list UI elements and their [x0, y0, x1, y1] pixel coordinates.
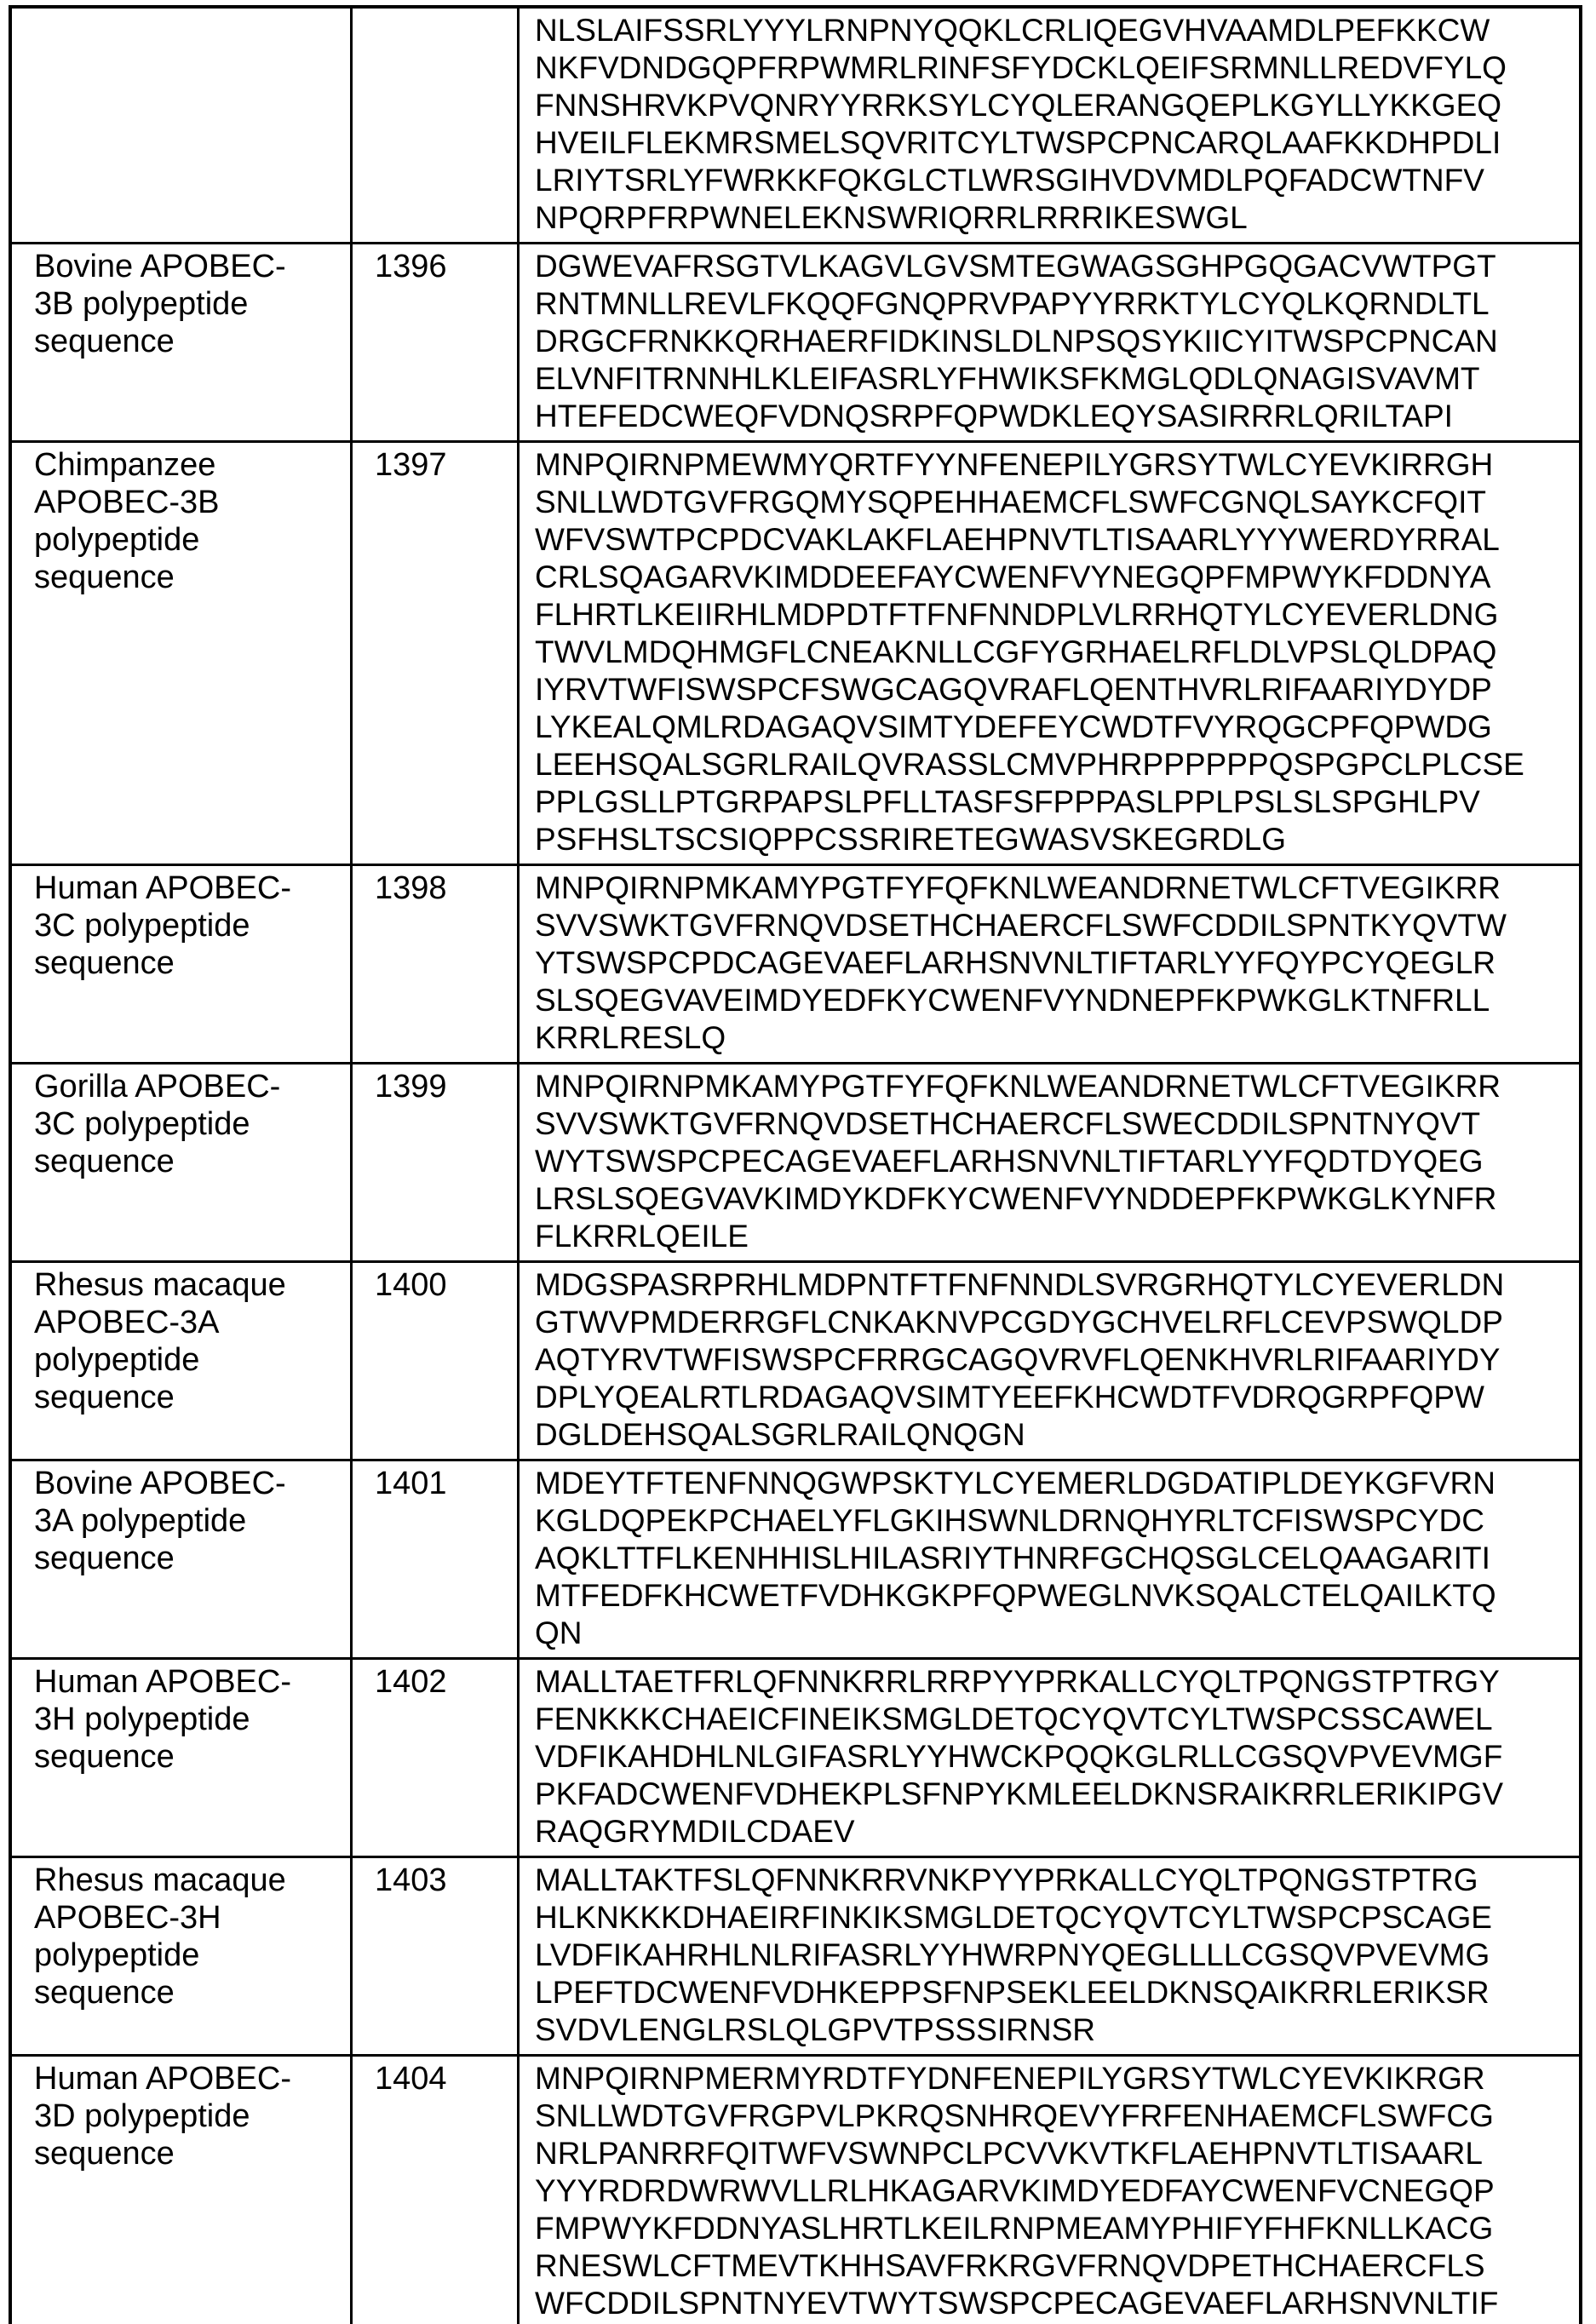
description-line: 3B polypeptide: [34, 286, 249, 322]
sequence-cell: [520, 1064, 1579, 1263]
sequence-line: AQKLTTFLKENHHISLHILASRIYTHNRFGCHQSGLCELQAAGARITI: [535, 1541, 1490, 1575]
seq-id-number: 1397: [375, 447, 447, 483]
table-row: [12, 1858, 1579, 2057]
sequence-line: FMPWYKFDDNYASLHRTLKEILRNPMEAMYPHIFYFHFKNLLKACG: [535, 2211, 1494, 2246]
table-row: [12, 443, 1579, 866]
sequence-line: DGLDEHSQALSGRLRAILQNQGN: [535, 1417, 1025, 1452]
seq-id-cell: [353, 1461, 520, 1660]
sequence-line: FENKKKCHAEICFINEIKSMGLDETQCYQVTCYLTWSPCSSCAWEL: [535, 1701, 1493, 1736]
sequence-cell: [520, 1660, 1579, 1858]
sequence-line: MALLTAKTFSLQFNNKRRVNKPYYPRKALLCYQLTPQNGSTPTRG: [535, 1862, 1478, 1897]
table-row: [12, 244, 1579, 443]
seq-id-number: 1403: [375, 1862, 447, 1898]
sequence-line: ELVNFITRNNHLKLEIFASRLYFHWIKSFKMGLQDLQNAGISVAVMT: [535, 361, 1480, 396]
table-row: [12, 2057, 1579, 2324]
seq-id-cell: [353, 1263, 520, 1461]
sequence-line: MALLTAETFRLQFNNKRRLRRPYYPRKALLCYQLTPQNGSTPTRGY: [535, 1664, 1500, 1699]
sequence-line: RNTMNLLREVLFKQQFGNQPRVPAPYYRRKTYLCYQLKQRNDLTL: [535, 286, 1490, 321]
sequence-line: HTEFEDCWEQFVDNQSRPFQPWDKLEQYSASIRRRLQRILTAPI: [535, 399, 1453, 433]
sequence-line: PSFHSLTSCSIQPPCSSRIRETEGWASVSKEGRDLG: [535, 822, 1287, 857]
description-line: sequence: [34, 559, 175, 595]
sequence-line: DGWEVAFRSGTVLKAGVLGVSMTEGWAGSGHPGQGACVWTPGT: [535, 249, 1496, 284]
description-cell: [12, 1660, 353, 1858]
description-line: sequence: [34, 2136, 175, 2172]
description-line: 3H polypeptide: [34, 1701, 250, 1737]
sequence-line: QN: [535, 1615, 583, 1650]
description-cell: [12, 244, 353, 443]
sequence-line: YYYRDRDWRWVLLRLHKAGARVKIMDYEDFAYCWENFVCNEGQP: [535, 2173, 1495, 2208]
description-line: Chimpanzee: [34, 447, 216, 483]
seq-id-number: 1402: [375, 1664, 447, 1700]
sequence-line: LEEHSQALSGRLRAILQVRASSLCMVPHRPPPPPPQSPGPCLPLCSE: [535, 747, 1524, 782]
sequence-line: MNPQIRNPMEWMYQRTFYYNFENEPILYGRSYTWLCYEVKIRRGH: [535, 447, 1494, 482]
sequence-line: SNLLWDTGVFRGQMYSQPEHHAEMCFLSWFCGNQLSAYKCFQIT: [535, 485, 1486, 519]
description-line: sequence: [34, 945, 175, 981]
seq-id-cell: [353, 1064, 520, 1263]
sequence-line: LRSLSQEGVAVKIMDYKDFKYCWENFVYNDDEPFKPWKGLKYNFR: [535, 1181, 1497, 1216]
description-line: sequence: [34, 324, 175, 359]
table-row: [12, 1660, 1579, 1858]
description-line: sequence: [34, 1380, 175, 1415]
sequence-cell: [520, 1263, 1579, 1461]
sequence-line: DRGCFRNKKQRHAERFIDKINSLDLNPSQSYKIICYITWSPCPNCAN: [535, 324, 1498, 359]
description-line: Rhesus macaque: [34, 1267, 286, 1303]
sequence-line: MDGSPASRPRHLMDPNTFTFNFNNDLSVRGRHQTYLCYEVERLDN: [535, 1267, 1505, 1302]
sequence-cell: [520, 1858, 1579, 2057]
description-line: Rhesus macaque: [34, 1862, 286, 1898]
sequence-line: MTFEDFKHCWETFVDHKGKPFQPWEGLNVKSQALCTELQAILKTQ: [535, 1578, 1496, 1613]
sequence-line: SVDVLENGLRSLQLGPVTPSSSIRNSR: [535, 2012, 1095, 2047]
sequence-line: LRIYTSRLYFWRKKFQKGLCTLWRSGIHVDVMDLPQFADCWTNFV: [535, 163, 1484, 198]
description-line: APOBEC-3B: [34, 485, 220, 520]
description-cell: [12, 9, 353, 244]
sequence-line: KRRLRESLQ: [535, 1020, 726, 1055]
sequence-line: HLKNKKKDHAEIRFINKIKSMGLDETQCYQVTCYLTWSPCPSCAGE: [535, 1900, 1492, 1935]
description-line: polypeptide: [34, 522, 200, 558]
description-cell: [12, 443, 353, 866]
table-row: [12, 1263, 1579, 1461]
sequence-line: NLSLAIFSSRLYYYLRNPNYQQKLCRLIQEGVHVAAMDLPEFKKCW: [535, 13, 1490, 48]
seq-id-cell: [353, 443, 520, 866]
seq-id-cell: [353, 9, 520, 244]
description-line: Human APOBEC-: [34, 870, 291, 906]
sequence-line: SLSQEGVAVEIMDYEDFKYCWENFVYNDNEPFKPWKGLKTNFRLL: [535, 983, 1490, 1018]
sequence-line: SNLLWDTGVFRGPVLPKRQSNHRQEVYFRFENHAEMCFLSWFCG: [535, 2098, 1494, 2133]
seq-id-cell: [353, 2057, 520, 2324]
description-line: sequence: [34, 1541, 175, 1576]
sequence-line: KGLDQPEKPCHAELYFLGKIHSWNLDRNQHYRLTCFISWSPCYDC: [535, 1503, 1484, 1538]
seq-id-cell: [353, 866, 520, 1064]
description-line: Bovine APOBEC-: [34, 249, 286, 284]
sequence-line: FLKRRLQEILE: [535, 1219, 749, 1254]
seq-id-cell: [353, 244, 520, 443]
sequence-line: MNPQIRNPMKAMYPGTFYFQFKNLWEANDRNETWLCFTVEGIKRR: [535, 870, 1501, 905]
sequence-cell: [520, 443, 1579, 866]
table-row: [12, 1461, 1579, 1660]
sequence-line: RNESWLCFTMEVTKHHSAVFRKRGVFRNQVDPETHCHAERCFLS: [535, 2248, 1485, 2283]
seq-id-number: 1401: [375, 1466, 447, 1501]
sequence-line: IYRVTWFISWSPCFSWGCAGQVRAFLQENTHVRLRIFAARIYDYDP: [535, 672, 1492, 707]
sequence-line: PPLGSLLPTGRPAPSLPFLLTASFSFPPPASLPPLPSLSLSPGHLPV: [535, 784, 1480, 819]
table-row: [12, 866, 1579, 1064]
description-line: sequence: [34, 1739, 175, 1775]
seq-id-number: 1398: [375, 870, 447, 906]
sequence-line: MNPQIRNPMERMYRDTFYDNFENEPILYGRSYTWLCYEVKIKRGR: [535, 2061, 1485, 2096]
description-line: 3C polypeptide: [34, 908, 250, 944]
table-row: [12, 9, 1579, 244]
sequence-cell: [520, 2057, 1579, 2324]
sequence-line: TWVLMDQHMGFLCNEAKNLLCGFYGRHAELRFLDLVPSLQLDPAQ: [535, 634, 1497, 669]
description-line: 3A polypeptide: [34, 1503, 247, 1539]
sequence-line: MNPQIRNPMKAMYPGTFYFQFKNLWEANDRNETWLCFTVEGIKRR: [535, 1069, 1501, 1104]
sequence-line: NPQRPFRPWNELEKNSWRIQRRLRRRIKESWGL: [535, 200, 1248, 235]
seq-id-number: 1400: [375, 1267, 447, 1303]
description-line: sequence: [34, 1144, 175, 1179]
sequence-line: VDFIKAHDHLNLGIFASRLYYHWCKPQQKGLRLLCGSQVPVEVMGF: [535, 1739, 1503, 1774]
description-line: polypeptide: [34, 1342, 200, 1378]
sequence-line: HVEILFLEKMRSMELSQVRITCYLTWSPCPNCARQLAAFKKDHPDLI: [535, 125, 1501, 160]
description-line: polypeptide: [34, 1937, 200, 1973]
sequence-line: FNNSHRVKPVQNRYYRRKSYLCYQLERANGQEPLKGYLLYKKGEQ: [535, 88, 1502, 123]
seq-id-cell: [353, 1858, 520, 2057]
sequence-line: LYKEALQMLRDAGAQVSIMTYDEFEYCWDTFVYRQGCPFQPWDG: [535, 709, 1492, 744]
description-line: Human APOBEC-: [34, 2061, 291, 2097]
description-cell: [12, 1064, 353, 1263]
description-cell: [12, 1263, 353, 1461]
description-line: 3D polypeptide: [34, 2098, 250, 2134]
sequence-line: AQTYRVTWFISWSPCFRRGCAGQVRVFLQENKHVRLRIFAARIYDY: [535, 1342, 1501, 1377]
seq-id-number: 1399: [375, 1069, 447, 1105]
sequence-line: YTSWSPCPDCAGEVAEFLARHSNVNLTIFTARLYYFQYPCYQEGLR: [535, 945, 1496, 980]
sequence-cell: [520, 9, 1579, 244]
description-line: Bovine APOBEC-: [34, 1466, 286, 1501]
description-line: 3C polypeptide: [34, 1106, 250, 1142]
sequence-line: SVVSWKTGVFRNQVDSETHCHAERCFLSWFCDDILSPNTKYQVTW: [535, 908, 1507, 943]
description-line: Gorilla APOBEC-: [34, 1069, 281, 1105]
description-line: Human APOBEC-: [34, 1664, 291, 1700]
sequence-line: PKFADCWENFVDHEKPLSFNPYKMLEELDKNSRAIKRRLERIKIPGV: [535, 1776, 1504, 1811]
seq-id-number: 1396: [375, 249, 447, 284]
seq-id-cell: [353, 1660, 520, 1858]
sequence-line: LVDFIKAHRHLNLRIFASRLYYHWRPNYQEGLLLLCGSQVPVEVMG: [535, 1937, 1490, 1972]
description-cell: [12, 866, 353, 1064]
description-line: sequence: [34, 1975, 175, 2011]
sequence-cell: [520, 1461, 1579, 1660]
sequence-cell: [520, 244, 1579, 443]
sequence-line: WYTSWSPCPECAGEVAEFLARHSNVNLTIFTARLYYFQDTDYQEG: [535, 1144, 1484, 1179]
sequence-line: NRLPANRRFQITWFVSWNPCLPCVVKVTKFLAEHPNVTLTISAARL: [535, 2136, 1483, 2171]
sequence-line: RAQGRYMDILCDAEV: [535, 1814, 855, 1849]
table-row: [12, 1064, 1579, 1263]
sequence-listing-table: [9, 5, 1582, 2324]
sequence-line: WFCDDILSPNTNYEVTWYTSWSPCPECAGEVAEFLARHSNVNLTIF: [535, 2286, 1499, 2321]
sequence-cell: [520, 866, 1579, 1064]
sequence-line: CRLSQAGARVKIMDDEEFAYCWENFVYNEGQPFMPWYKFDDNYA: [535, 559, 1491, 594]
description-cell: [12, 2057, 353, 2324]
sequence-line: WFVSWTPCPDCVAKLAKFLAEHPNVTLTISAARLYYYWERDYRRAL: [535, 522, 1500, 557]
sequence-line: SVVSWKTGVFRNQVDSETHCHAERCFLSWECDDILSPNTNYQVT: [535, 1106, 1481, 1141]
description-cell: [12, 1858, 353, 2057]
seq-id-number: 1404: [375, 2061, 447, 2097]
description-line: APOBEC-3H: [34, 1900, 221, 1936]
sequence-line: GTWVPMDERRGFLCNKAKNVPCGDYGCHVELRFLCEVPSWQLDP: [535, 1305, 1503, 1340]
sequence-line: MDEYTFTENFNNQGWPSKTYLCYEMERLDGDATIPLDEYKGFVRN: [535, 1466, 1496, 1501]
description-cell: [12, 1461, 353, 1660]
sequence-line: NKFVDNDGQPFRPWMRLRINFSFYDCKLQEIFSRMNLLREDVFYLQ: [535, 50, 1507, 85]
sequence-line: DPLYQEALRTLRDAGAQVSIMTYEEFKHCWDTFVDRQGRPFQPW: [535, 1380, 1484, 1414]
sequence-line: FLHRTLKEIIRHLMDPDTFTFNFNNDPLVLRRHQTYLCYEVERLDNG: [535, 597, 1499, 632]
description-line: APOBEC-3A: [34, 1305, 220, 1340]
sequence-line: LPEFTDCWENFVDHKEPPSFNPSEKLEELDKNSQAIKRRLERIKSR: [535, 1975, 1490, 2010]
